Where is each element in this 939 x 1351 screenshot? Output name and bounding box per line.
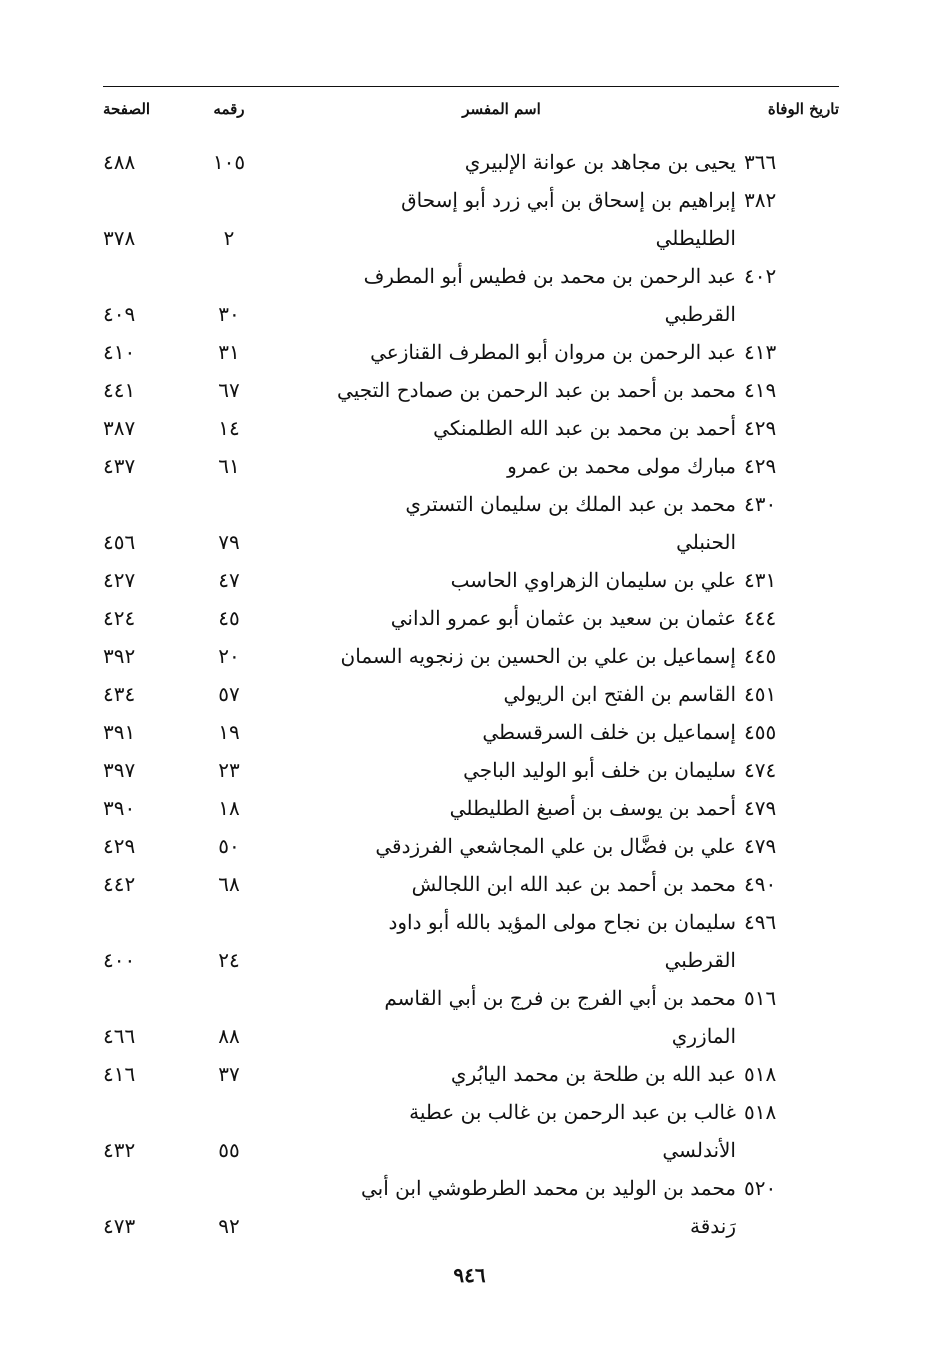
name-line: علي بن فضَّال بن علي المجاشعي الفرزدقي <box>375 834 736 858</box>
page-reference: ٣٩١ <box>103 720 136 744</box>
page-reference: ٤٢٩ <box>103 834 136 858</box>
name-line: الحنبلي <box>676 530 736 554</box>
commentator-name <box>259 713 744 751</box>
commentator-number: ٢٤ <box>218 948 240 972</box>
commentator-number: ٣١ <box>218 340 240 364</box>
name-line: محمد بن أحمد بن عبد الله ابن اللجالش <box>411 872 736 896</box>
page-reference: ٤٠٠ <box>103 948 136 972</box>
death-date: ٤٧٩ <box>744 796 777 820</box>
name-line: محمد بن أبي الفرج بن فرج بن أبي القاسم <box>384 986 736 1010</box>
commentator-name <box>259 1169 744 1245</box>
name-line: محمد بن الوليد بن محمد الطرطوشي ابن أبي <box>361 1176 736 1200</box>
table-row <box>103 1169 839 1245</box>
name-line: عبد الله بن طلحة بن محمد اليابُري <box>450 1062 736 1086</box>
death-date: ٤٥١ <box>744 682 777 706</box>
name-line: سليمان بن نجاح مولى المؤيد بالله أبو داود <box>388 910 736 934</box>
page-number: ٩٤٦ <box>453 1263 486 1287</box>
table-row <box>103 1093 839 1169</box>
name-line: إسماعيل بن علي بن الحسين بن زنجويه السمان <box>340 644 736 668</box>
page-reference: ٤٣٧ <box>103 454 136 478</box>
death-date: ٤٤٤ <box>744 606 777 630</box>
commentator-name <box>259 789 744 827</box>
name-line: المازري <box>671 1024 736 1048</box>
name-line: إسماعيل بن خلف السرقسطي <box>482 720 736 744</box>
table-header <box>103 92 839 126</box>
commentator-number: ٦١ <box>218 454 240 478</box>
table-row <box>103 865 839 903</box>
table-row <box>103 561 839 599</box>
name-line: الطليطلي <box>655 226 736 250</box>
death-date: ٤٢٩ <box>744 416 777 440</box>
commentator-name <box>259 485 744 561</box>
name-line: مبارك مولى محمد بن عمرو <box>507 454 736 478</box>
name-line: عبد الرحمن بن مروان أبو المطرف القنازعي <box>370 340 736 364</box>
table-row <box>103 447 839 485</box>
table-row <box>103 181 839 257</box>
commentator-name <box>259 865 744 903</box>
page-reference: ٤١٠ <box>103 340 136 364</box>
death-date: ٤٥٥ <box>744 720 777 744</box>
commentators-table <box>103 143 839 1245</box>
death-date-header: تاريخ الوفاة <box>767 100 839 118</box>
death-date: ٤٧٩ <box>744 834 777 858</box>
name-line: رَندقة <box>689 1214 736 1238</box>
name-line: القرطبي <box>664 948 736 972</box>
table-row <box>103 485 839 561</box>
commentator-name <box>259 675 744 713</box>
commentator-name <box>259 599 744 637</box>
table-row <box>103 1055 839 1093</box>
name-line: القرطبي <box>664 302 736 326</box>
commentator-number: ٥٧ <box>218 682 240 706</box>
commentator-name <box>259 1093 744 1169</box>
page-reference: ٤٥٦ <box>103 530 136 554</box>
page-reference: ٤١٦ <box>103 1062 136 1086</box>
commentator-name <box>259 903 744 979</box>
commentator-name <box>259 181 744 257</box>
commentator-number: ٤٧ <box>218 568 240 592</box>
name-line: القاسم بن الفتح ابن الريولي <box>503 682 736 706</box>
commentator-name <box>259 409 744 447</box>
commentator-number: ١٤ <box>218 416 240 440</box>
table-row <box>103 789 839 827</box>
commentator-number: ٣٠ <box>218 302 240 326</box>
death-date: ٥١٦ <box>744 986 777 1010</box>
commentator-name <box>259 447 744 485</box>
name-line: سليمان بن خلف أبو الوليد الباجي <box>463 758 736 782</box>
table-row <box>103 371 839 409</box>
commentator-number: ٢٠ <box>218 644 240 668</box>
commentator-number: ٥٥ <box>218 1138 240 1162</box>
commentator-name <box>259 143 744 181</box>
table-row <box>103 979 839 1055</box>
name-line: غالب بن عبد الرحمن بن غالب بن عطية <box>409 1100 736 1124</box>
page-reference: ٤٢٧ <box>103 568 136 592</box>
commentator-name <box>259 1055 744 1093</box>
commentator-number: ١٠٥ <box>212 150 246 174</box>
page-reference: ٤٦٦ <box>103 1024 136 1048</box>
table-row <box>103 827 839 865</box>
page-reference: ٤٣٤ <box>103 682 136 706</box>
name-line: علي بن سليمان الزهراوي الحاسب <box>450 568 736 592</box>
death-date: ٥٢٠ <box>744 1176 777 1200</box>
death-date: ٣٦٦ <box>744 150 777 174</box>
commentator-number: ١٨ <box>218 796 240 820</box>
commentator-name <box>259 751 744 789</box>
number-header: رقمه <box>213 100 245 118</box>
death-date: ٤١٩ <box>744 378 777 402</box>
table-row <box>103 637 839 675</box>
commentator-number: ٤٥ <box>218 606 240 630</box>
table-row <box>103 143 839 181</box>
commentator-number: ٢ <box>223 226 235 250</box>
top-rule <box>103 86 839 87</box>
name-line: إبراهيم بن إسحاق بن أبي زرد أبو إسحاق <box>401 188 736 212</box>
name-line: يحيى بن مجاهد بن عوانة الإلبيري <box>464 150 736 174</box>
page-reference: ٤٤١ <box>103 378 136 402</box>
table-row <box>103 257 839 333</box>
table-row <box>103 713 839 751</box>
death-date: ٥١٨ <box>744 1100 777 1124</box>
commentator-number: ٦٨ <box>218 872 240 896</box>
commentator-name <box>259 979 744 1055</box>
commentator-name <box>259 561 744 599</box>
commentator-number: ٦٧ <box>218 378 240 402</box>
page-reference: ٤٨٨ <box>103 150 136 174</box>
commentator-name <box>259 333 744 371</box>
commentator-number: ٩٢ <box>218 1214 240 1238</box>
commentator-number: ٨٨ <box>218 1024 240 1048</box>
table-row <box>103 333 839 371</box>
table-row <box>103 751 839 789</box>
commentator-number: ٧٩ <box>218 530 240 554</box>
commentator-number: ١٩ <box>218 720 240 744</box>
death-date: ٤٩٠ <box>744 872 777 896</box>
death-date: ٤١٣ <box>744 340 777 364</box>
table-row <box>103 599 839 637</box>
death-date: ٤٩٦ <box>744 910 777 934</box>
commentator-name <box>259 257 744 333</box>
page-reference: ٣٧٨ <box>103 226 136 250</box>
commentator-name <box>259 371 744 409</box>
name-line: محمد بن أحمد بن عبد الرحمن بن صمادح التجيي <box>337 378 736 402</box>
table-row <box>103 675 839 713</box>
page-header: الصفحة <box>103 100 151 118</box>
death-date: ٤٣١ <box>744 568 777 592</box>
page-reference: ٣٩٠ <box>103 796 136 820</box>
commentator-number: ٥٠ <box>218 834 240 858</box>
death-date: ٣٨٢ <box>744 188 777 212</box>
commentator-name-header: اسم المفسر <box>462 100 541 118</box>
death-date: ٤٣٠ <box>744 492 777 516</box>
death-date: ٤٠٢ <box>744 264 777 288</box>
name-line: عبد الرحمن بن محمد بن فطيس أبو المطرف <box>363 264 736 288</box>
page-reference: ٣٩٧ <box>103 758 136 782</box>
commentator-number: ٣٧ <box>218 1062 240 1086</box>
page-reference: ٤٧٣ <box>103 1214 136 1238</box>
page-reference: ٣٩٢ <box>103 644 136 668</box>
page-reference: ٣٨٧ <box>103 416 136 440</box>
commentator-name <box>259 827 744 865</box>
page-reference: ٤٣٢ <box>103 1138 136 1162</box>
name-line: أحمد بن يوسف بن أصبغ الطليطلي <box>449 796 736 820</box>
death-date: ٤٧٤ <box>744 758 777 782</box>
commentator-number: ٢٣ <box>218 758 240 782</box>
name-line: عثمان بن سعيد بن عثمان أبو عمرو الداني <box>390 606 736 630</box>
name-line: الأندلسي <box>662 1138 736 1162</box>
death-date: ٤٤٥ <box>744 644 777 668</box>
page-reference: ٤٤٢ <box>103 872 136 896</box>
table-row <box>103 409 839 447</box>
name-line: محمد بن عبد الملك بن سليمان التستري <box>405 492 736 516</box>
page-reference: ٤٢٤ <box>103 606 136 630</box>
death-date: ٥١٨ <box>744 1062 777 1086</box>
table-row <box>103 903 839 979</box>
name-line: أحمد بن محمد بن عبد الله الطلمنكي <box>433 416 736 440</box>
commentator-name <box>259 637 744 675</box>
death-date: ٤٢٩ <box>744 454 777 478</box>
page-reference: ٤٠٩ <box>103 302 136 326</box>
